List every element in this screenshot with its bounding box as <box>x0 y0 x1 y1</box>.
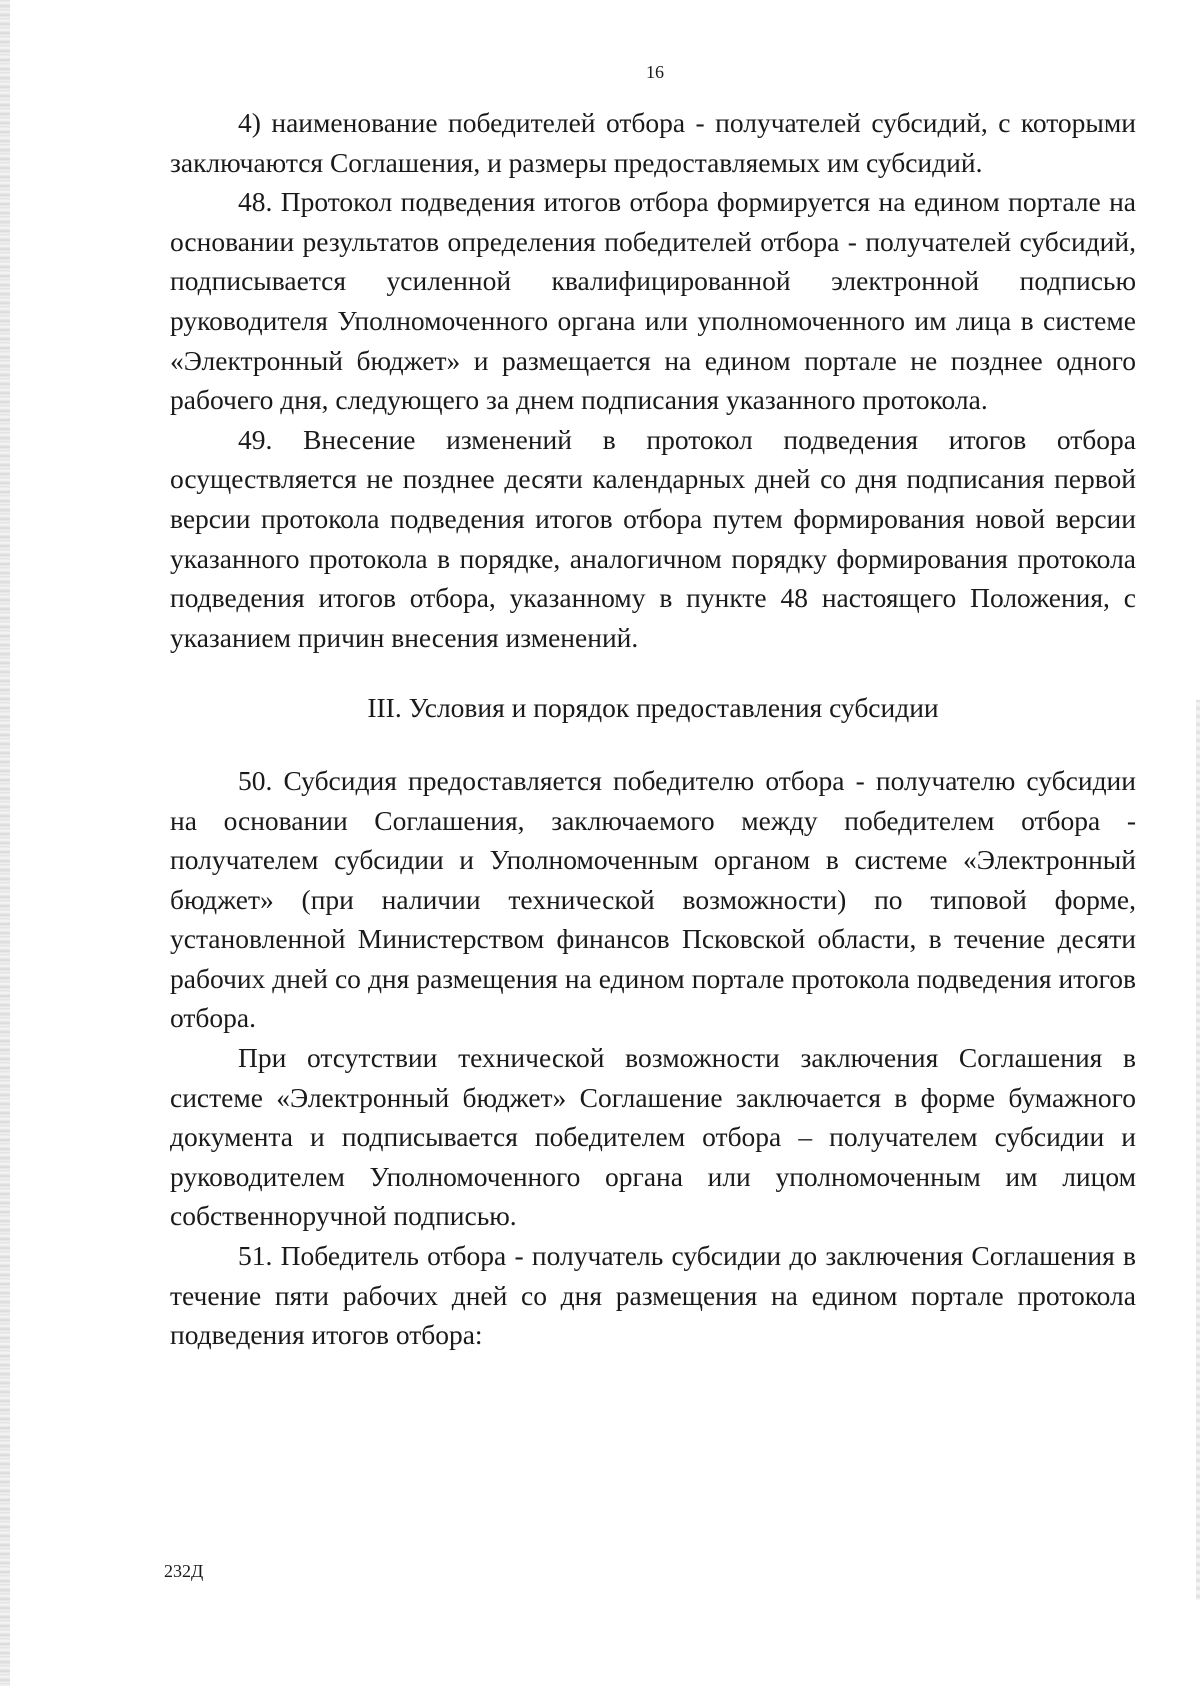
document-body <box>170 103 1136 1355</box>
paragraph-50: 50. Субсидия предоставляется победителю отбора - получателю субсидии на основании Соглашения, заключаемого между победителем отбора - получателем субсидии и Уполномоченным органом в системе «Электронный бюджет» (при наличии технической возможности) по типовой форме, установленной Министерством финансов Псковской области, в течение десяти рабочих дней со дня размещения на едином портале протокола подведения итогов отбора. <box>170 764 1136 1034</box>
scan-edge-left <box>0 0 10 1686</box>
page-number: 16 <box>646 62 664 82</box>
paragraph-item-4: 4) наименование победителей отбора - получателей субсидий, с которыми заключаются Соглашения, и размеры предоставляемых им субсидий. <box>170 107 1136 178</box>
paragraph-49: 49. Внесение изменений в протокол подведения итогов отбора осуществляется не позднее десяти календарных дней со дня подписания первой версии протокола подведения итогов отбора путем формирования новой версии указанного протокола в порядке, аналогичном порядку формирования протокола подведения итогов отбора, указанному в пункте 48 настоящего Положения, с указанием причин внесения изменений. <box>170 423 1136 653</box>
footer-document-code: 232Д <box>164 1561 204 1581</box>
paragraph-48: 48. Протокол подведения итогов отбора формируется на едином портале на основании результатов определения победителей отбора - получателей субсидий, подписывается усиленной квалифицированной электронной подписью руководителя Уполномоченного органа или уполномоченного им лица в системе «Электронный бюджет» и размещается на едином портале не позднее одного рабочего дня, следующего за днем подписания указанного протокола. <box>170 186 1136 416</box>
section-heading: III. Условия и порядок предоставления субсидии <box>367 692 939 724</box>
paragraph-50-continued: При отсутствии технической возможности заключения Соглашения в системе «Электронный бюджет» Соглашение заключается в форме бумажного документа и подписывается победителем отбора – получателем субсидии и руководителем Уполномоченного органа или уполномоченным им лицом собственноручной подписью. <box>170 1042 1136 1232</box>
scan-edge-right <box>1196 700 1200 1600</box>
paragraph-51: 51. Победитель отбора - получатель субсидии до заключения Соглашения в течение пяти рабочих дней со дня размещения на едином портале протокола подведения итогов отбора: <box>170 1240 1136 1351</box>
